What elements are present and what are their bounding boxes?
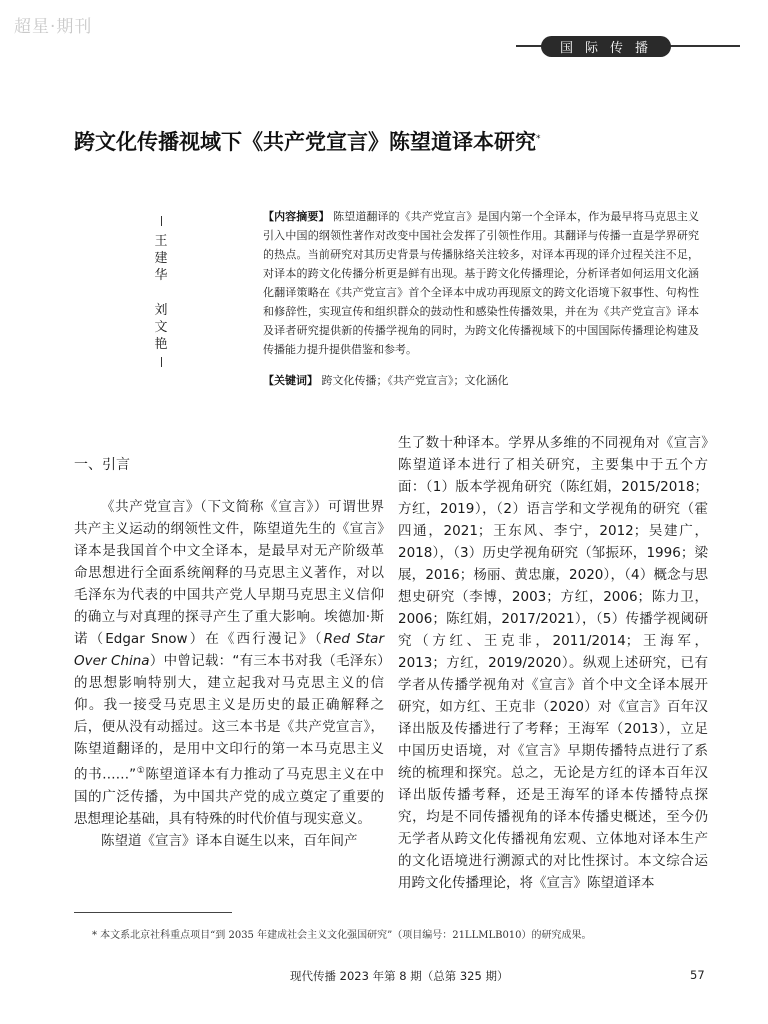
badge-char: 传	[610, 41, 628, 56]
author-rule	[151, 357, 171, 374]
keywords-label: 【关键词】	[263, 374, 318, 387]
author-char: 建	[154, 251, 168, 266]
left-column	[74, 432, 384, 852]
badge-char: 播	[635, 41, 653, 56]
abstract-label: 【内容摘要】	[263, 210, 330, 223]
author-char: 艳	[154, 337, 168, 352]
author-rule	[151, 216, 171, 233]
right-column-text: 生了数十种译本。学界从多维的不同视角对《宣言》陈望道译本进行了相关研究，主要集中于五个方面：（1）版本学视角研究（陈红娟，2015/2018；方红，2019），（2）语言学和文学视角的研究（霍四通，2021；王东风、李宁，2012；吴建广，2018），（3）历史学视角研究（邹振环，1996；梁展，2016；杨丽、黄忠廉，2020），（4）概念与思想史研究（李博，2003；方红，2006；陈力卫，2006；陈红娟，2017/2021），（5）传播学视阈研究（方红、王克非，2011/2014；王海军，2013；方红，2019/2020）。纵观上述研究，已有学者从传播学视角对《宣言》首个中文全译本展开研究，如方红、王克非（2020）对《宣言》百年汉译出版及传播进行了考释；王海军（2013），立足中国历史语境，对《宣言》早期传播特点进行了系统的梳理和探究。总之，无论是方红的译本百年汉译出版传播考释，还是王海军的译本传播特点探究，均是不同传播视角的译本传播史概述，至今仍无学者从跨文化传播视角宏观、立体地对译本生产的文化语境进行溯源式的对比性探讨。本文综合运用跨文化传播理论，将《宣言》陈望道译本	[398, 435, 708, 891]
abstract-text: 陈望道翻译的《共产党宣言》是国内第一个全译本，作为最早将马克思主义引入中国的纲领性著作对改变中国社会发挥了引领性作用。其翻译与传播一直是学界研究的热点。当前研究对其历史背景与传播脉络关注较多，对译本再现的译介过程关注不足，对译本的跨文化传播分析更是鲜有出现。基于跨文化传播理论，分析译者如何运用文化涵化翻译策略在《共产党宣言》首个全译本中成功再现原文的跨文化语境下叙事性、句构性和修辞性，实现宣传和组织群众的鼓动性和感染性传播效果，并在为《共产党宣言》译本及译者研究提供新的传播学视角的同时，为跨文化传播视域下的中国国际传播理论构建及传播能力提升提供借鉴和参考。	[263, 210, 700, 356]
reference-mark: ①	[136, 766, 146, 776]
abstract	[263, 207, 699, 359]
badge-char: 际	[584, 41, 602, 56]
para-text: 陈望道译本有力推动了马克思主义在中国的广泛传播，为中国共产党的成立奠定了重要的思想理论基础，具有特殊的时代价值与现实意义。	[74, 766, 384, 827]
author-name	[151, 302, 171, 353]
book-title-en: Red Star Over China	[74, 631, 385, 669]
badge-char: 国	[559, 41, 577, 56]
keywords-text: 跨文化传播；《共产党宣言》；文化涵化	[321, 374, 509, 387]
footnote-rule	[74, 912, 232, 913]
author-char: 刘	[154, 303, 168, 318]
section-heading: 一、引言	[74, 457, 130, 473]
page-number: 57	[690, 968, 705, 982]
keywords	[263, 372, 699, 390]
right-column	[398, 432, 708, 894]
author-char: 王	[154, 234, 168, 249]
section-badge	[541, 36, 671, 57]
watermark: 超星·期刊	[14, 17, 93, 37]
intro-paragraph	[74, 496, 384, 830]
title-text: 跨文化传播视域下《共产党宣言》陈望道译本研究	[74, 130, 536, 154]
footnote: * 本文系北京社科重点项目“到 2035 年建成社会主义文化强国研究”（项目编号：21LLMLB010）的研究成果。	[92, 930, 592, 941]
second-paragraph: 陈望道《宣言》译本自诞生以来，百年间产	[101, 832, 358, 849]
para-text: ）中曾记载：“有三本书对我（毛泽东）的思想影响特别大，建立起我对马克思主义的信仰。我一接受马克思主义是历史的最正确解释之后，便从没有动摇过。这三本书是《共产党宣言》，陈望道翻译的，是用中文印行的第一本马克思主义的书……”	[74, 653, 384, 783]
author-gap	[151, 284, 171, 302]
para-text: 《共产党宣言》（下文简称《宣言》）可谓世界共产主义运动的纲领性文件，陈望道先生的《宣言》译本是我国首个中文全译本，是最早对无产阶级革命思想进行全面系统阐释的马克思主义著作，对以毛泽东为代表的中国共产党人早期马克思主义信仰的确立与对真理的探寻产生了重大影响。埃德加·斯诺（Edgar Snow）在《西行漫记》（	[74, 499, 384, 647]
author-list	[151, 212, 171, 374]
author-char: 文	[154, 320, 168, 335]
author-name	[151, 233, 171, 284]
article-title	[74, 126, 634, 156]
author-char: 华	[154, 268, 168, 283]
journal-issue: 现代传播 2023 年第 8 期（总第 325 期）	[290, 969, 509, 983]
title-note-mark: *	[536, 134, 541, 144]
